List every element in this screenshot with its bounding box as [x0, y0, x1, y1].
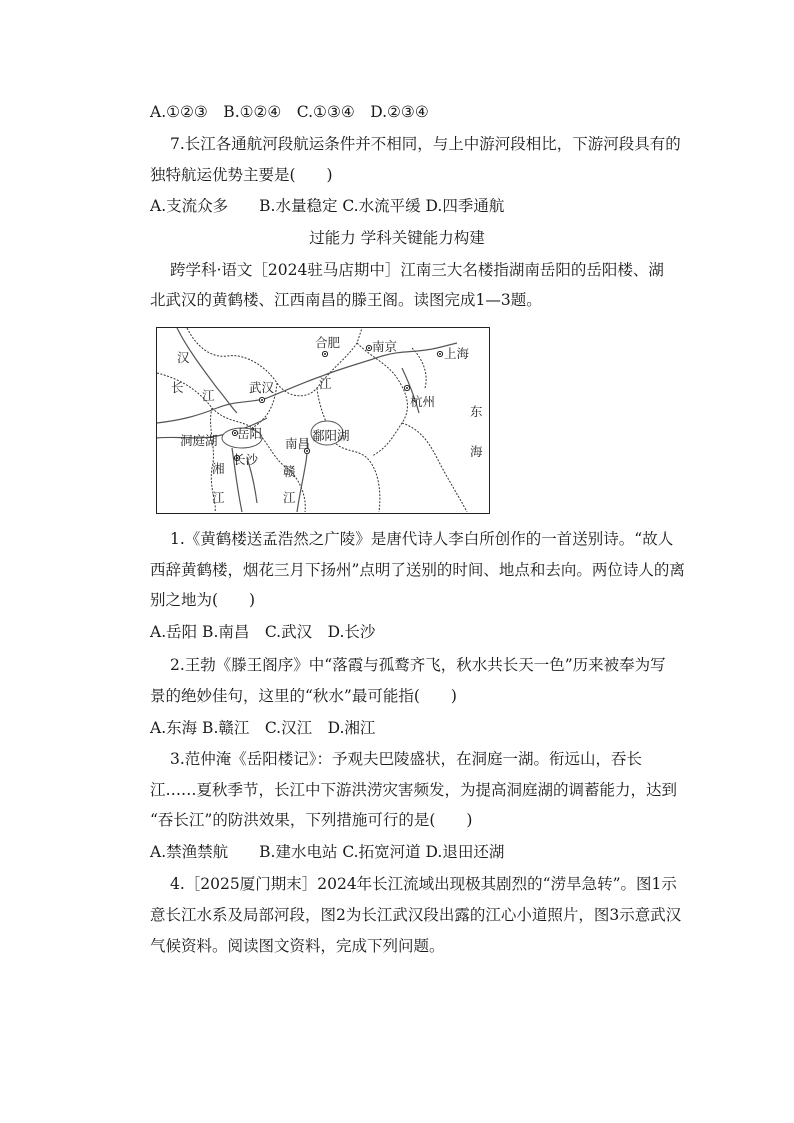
intro-line2: 北武汉的黄鹤楼、江西南昌的滕王阁。读图完成1—3题。 [150, 291, 542, 309]
q2-line2: 景的绝妙佳句，这里的“秋水”最可能指( ) [150, 687, 457, 705]
label-nanjing: 南京 [372, 339, 398, 354]
province-borders [157, 328, 467, 512]
label-changsha: 长沙 [233, 452, 259, 467]
label-chang: 长 [171, 380, 184, 395]
q2-options: A.东海 B.赣江 C.汉江 D.湘江 [150, 719, 376, 737]
section-title: 过能力 学科关键能力构建 [309, 229, 485, 247]
q1-line3: 别之地为( ) [150, 591, 256, 609]
label-dongting: 洞庭湖 [180, 433, 218, 448]
label-yueyang: 岳阳 [237, 426, 263, 441]
q4-line1: 4.［2025厦门期末］2024年长江流域出现极其剧烈的“涝旱急转”。图1示 [170, 875, 677, 893]
q4-line2: 意长江水系及局部河段，图2为长江武汉段出露的江心小道照片，图3示意武汉 [150, 906, 682, 924]
rivers [157, 328, 457, 512]
q7-options: A.支流众多 B.水量稳定 C.水流平缓 D.四季通航 [150, 197, 505, 215]
label-dong: 东 [470, 404, 483, 419]
label-gan: 赣 [283, 464, 296, 479]
intro-line1: 跨学科·语文［2024驻马店期中］江南三大名楼指湖南岳阳的岳阳楼、湖 [170, 261, 664, 279]
q1-options: A.岳阳 B.南昌 C.武汉 D.长沙 [150, 623, 376, 641]
label-wuhan: 武汉 [249, 380, 275, 395]
label-jiang-1: 江 [202, 388, 215, 403]
q1-line1: 1.《黄鹤楼送孟浩然之广陵》是唐代诗人李白所创作的一首送别诗。“故人 [170, 530, 674, 548]
label-hangzhou: 杭州 [410, 394, 436, 409]
label-hefei: 合肥 [315, 335, 341, 350]
q3-line3: “吞长江”的防洪效果，下列措施可行的是( ) [150, 811, 473, 829]
q7-stem-line2: 独特航运优势主要是( ) [150, 166, 333, 184]
q7-stem-line1: 7.长江各通航河段航运条件并不相同，与上中游河段相比，下游河段具有的 [170, 135, 681, 153]
q1-line2: 西辞黄鹤楼，烟花三月下扬州”点明了送别的时间、地点和去向。两位诗人的离 [150, 561, 685, 579]
label-jiang-2: 江 [283, 490, 296, 505]
label-poyang: 鄱阳湖 [312, 428, 350, 443]
q4-line3: 气候资料。阅读图文资料，完成下列问题。 [150, 937, 445, 955]
q3-line1: 3.范仲淹《岳阳楼记》：予观夫巴陵盛状，在洞庭一湖。衔远山，吞长 [170, 750, 643, 768]
label-xiang: 湘 [212, 461, 225, 476]
q3-line2: 江……夏秋季节，长江中下游洪涝灾害频发，为提高洞庭湖的调蓄能力，达到 [150, 781, 678, 799]
label-hai: 海 [470, 444, 483, 459]
q2-line1: 2.王勃《滕王阁序》中“落霞与孤鹜齐飞，秋水共长天一色”历来被奉为写 [170, 656, 666, 674]
label-shanghai: 上海 [444, 346, 470, 361]
map-graphic [157, 328, 488, 512]
label-han: 汉 [177, 350, 190, 365]
q3-options: A.禁渔禁航 B.建水电站 C.拓宽河道 D.退田还湖 [150, 843, 505, 861]
yangtze-map [156, 327, 490, 514]
label-jiang-mid: 江 [319, 376, 332, 391]
label-nanchang: 南昌 [285, 436, 311, 451]
label-jiang-3: 江 [212, 490, 225, 505]
q6-options: A.①②③ B.①②④ C.①③④ D.②③④ [150, 103, 429, 121]
